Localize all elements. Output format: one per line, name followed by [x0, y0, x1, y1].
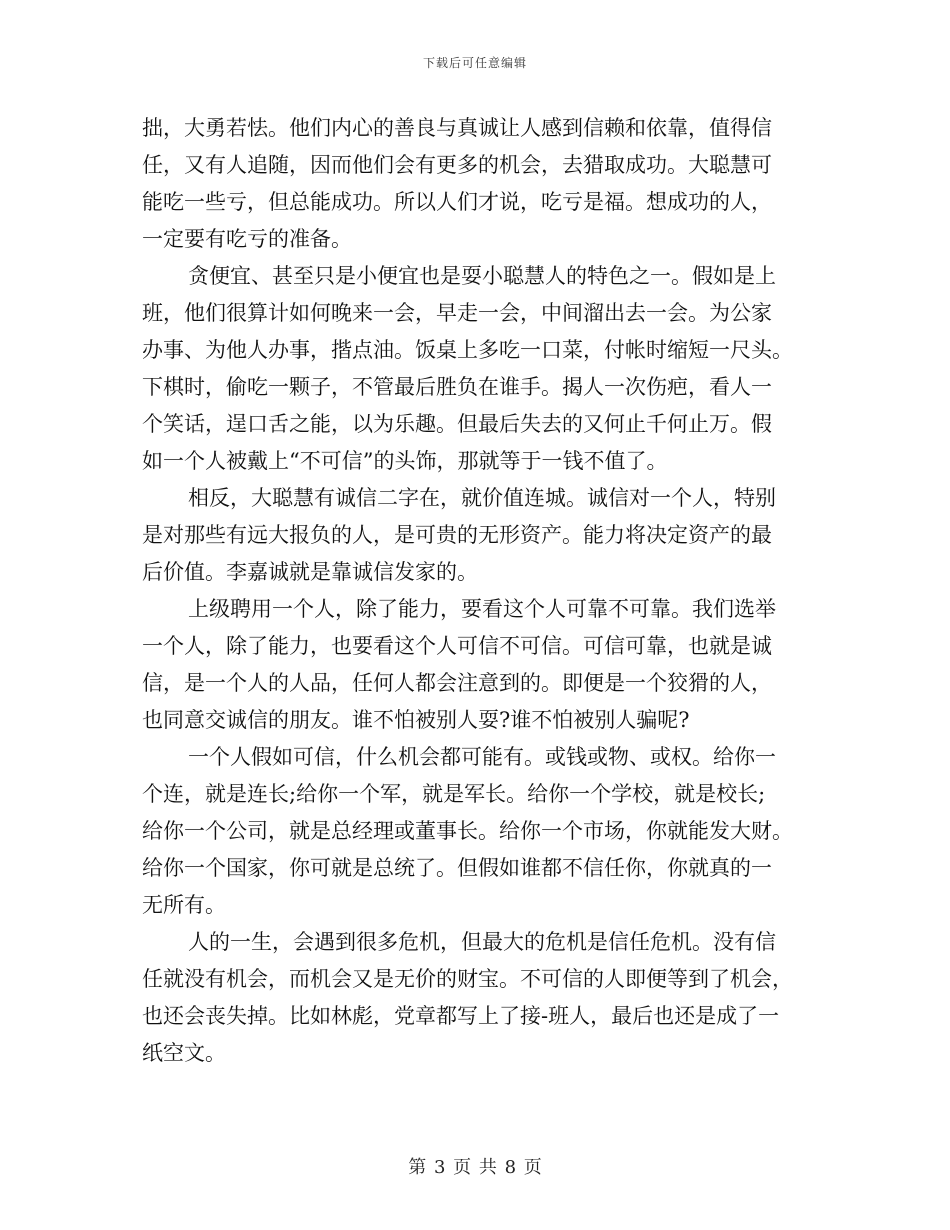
text-line: 拙，大勇若怯。他们内心的善良与真诚让人感到信赖和依靠，值得信	[142, 116, 772, 140]
paragraph	[142, 739, 808, 924]
document-body	[142, 110, 808, 1072]
text-line: 个连，就是连长;给你一个军，就是军长。给你一个学校，就是校长;	[142, 782, 766, 806]
text-line: 后价值。李嘉诚就是靠诚信发家的。	[142, 560, 478, 584]
paragraph	[142, 924, 808, 1072]
text-line: 人的一生，会遇到很多危机，但最大的危机是信任危机。没有信	[188, 930, 776, 954]
paragraph	[142, 480, 808, 591]
text-line: 办事、为他人办事，揩点油。饭桌上多吃一口菜，付帐时缩短一尺头。	[142, 338, 793, 362]
text-line: 上级聘用一个人，除了能力，要看这个人可靠不可靠。我们选举	[188, 597, 776, 621]
text-line: 纸空文。	[142, 1041, 226, 1065]
text-line: 能吃一些亏，但总能成功。所以人们才说，吃亏是福。想成功的人，	[142, 190, 772, 214]
paragraph	[142, 258, 808, 480]
page-header: 下载后可任意编辑	[422, 56, 527, 70]
text-line: 是对那些有远大报负的人，是可贵的无形资产。能力将决定资产的最	[142, 523, 772, 547]
text-line: 一个人假如可信，什么机会都可能有。或钱或物、或权。给你一	[188, 745, 776, 769]
text-line: 无所有。	[142, 893, 226, 917]
text-line: 相反，大聪慧有诚信二字在，就价值连城。诚信对一个人，特别	[188, 486, 776, 510]
text-line: 贪便宜、甚至只是小便宜也是耍小聪慧人的特色之一。假如是上	[188, 264, 776, 288]
text-line: 也还会丧失掉。比如林彪，党章都写上了接-班人，最后也还是成了一	[142, 1004, 780, 1028]
text-line: 任，又有人追随，因而他们会有更多的机会，去猎取成功。大聪慧可	[142, 153, 772, 177]
text-line: 下棋时，偷吃一颗子，不管最后胜负在谁手。揭人一次伤疤，看人一	[142, 375, 772, 399]
paragraph	[142, 110, 808, 258]
text-line: 一定要有吃亏的准备。	[142, 227, 352, 251]
page-number-footer: 第 3 页 共 8 页	[408, 1157, 542, 1178]
paragraph	[142, 591, 808, 739]
text-line: 个笑话，逞口舌之能，以为乐趣。但最后失去的又何止千何止万。假	[142, 412, 772, 436]
text-line: 班，他们很算计如何晚来一会，早走一会，中间溜出去一会。为公家	[142, 301, 772, 325]
text-line: 也同意交诚信的朋友。谁不怕被别人耍?谁不怕被别人骗呢?	[142, 708, 690, 732]
text-line: 一个人，除了能力，也要看这个人可信不可信。可信可靠，也就是诚	[142, 634, 772, 658]
text-line: 任就没有机会，而机会又是无价的财宝。不可信的人即便等到了机会，	[142, 967, 793, 991]
text-line: 如一个人被戴上“不可信”的头饰，那就等于一钱不值了。	[142, 449, 668, 473]
text-line: 信，是一个人的人品，任何人都会注意到的。即便是一个狡猾的人，	[142, 671, 772, 695]
text-line: 给你一个国家，你可就是总统了。但假如谁都不信任你，你就真的一	[142, 856, 772, 880]
text-line: 给你一个公司，就是总经理或董事长。给你一个市场，你就能发大财。	[142, 819, 793, 843]
